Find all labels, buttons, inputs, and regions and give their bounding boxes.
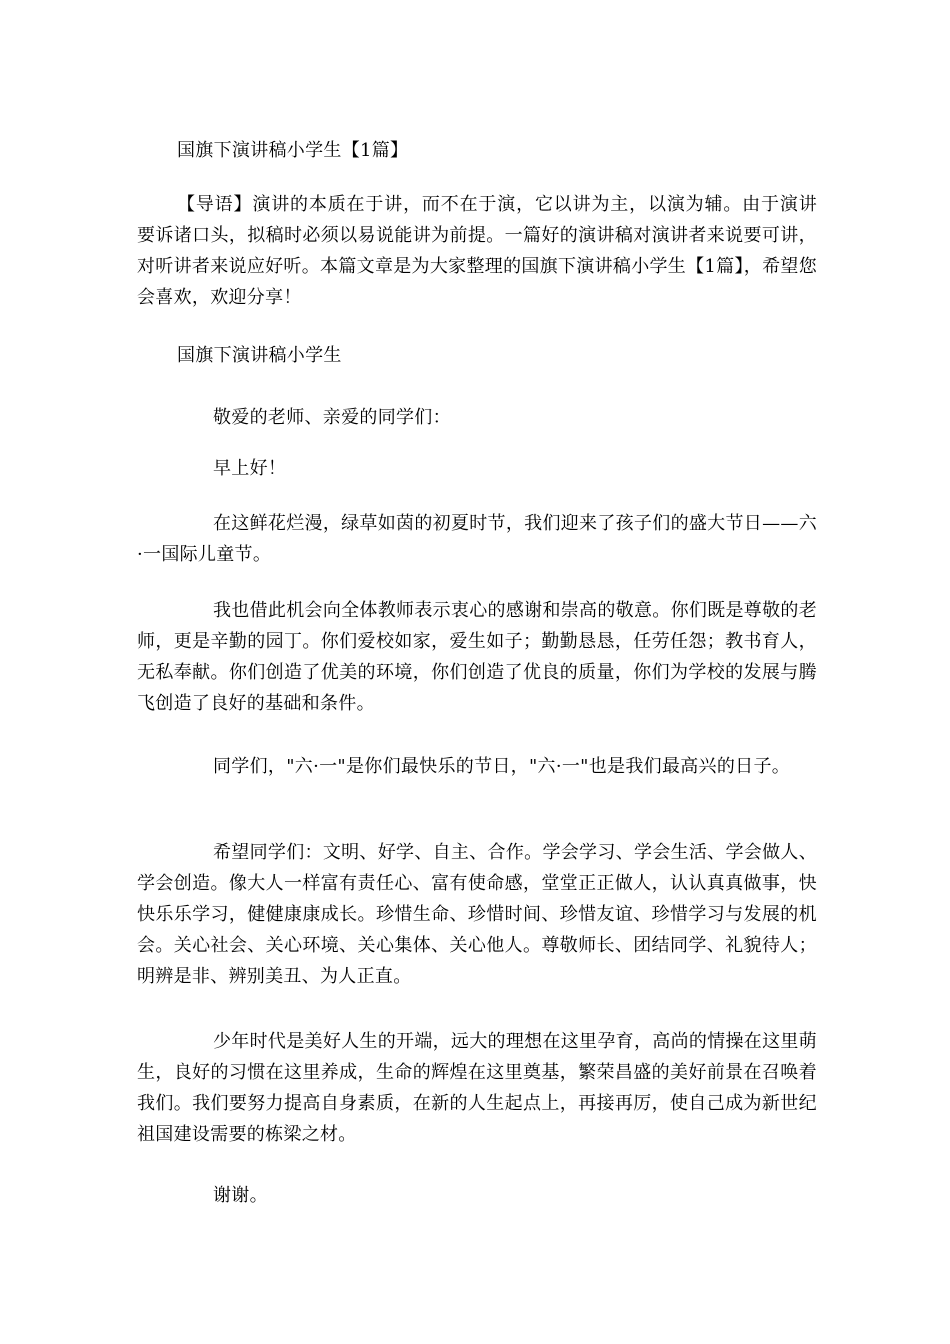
closing-paragraph: 谢谢。 (213, 1185, 268, 1206)
body-paragraph-4: 希望同学们：文明、好学、自主、合作。学会学习、学会生活、学会做人、学会创造。像大人一样富有责任心、富有使命感，堂堂正正做人，认认真真做事，快快乐乐学习，健健康康成长。珍惜生命、珍惜时间、珍惜友谊、珍惜学习与发展的机会。关心社会、关心环境、关心集体、关心他人。尊敬师长、团结同学、礼貌待人；明辨是非、辨别美丑、为人正直。 (137, 842, 817, 987)
body-paragraph-2: 我也借此机会向全体教师表示衷心的感谢和崇高的敬意。你们既是尊敬的老师，更是辛勤的园丁。你们爱校如家，爱生如子；勤勤恳恳，任劳任怨；教书育人，无私奉献。你们创造了优美的环境，你们创造了优良的质量，你们为学校的发展与腾飞创造了良好的基础和条件。 (137, 600, 817, 714)
speech-subtitle: 国旗下演讲稿小学生 (177, 345, 342, 366)
salutation-paragraph: 敬爱的老师、亲爱的同学们： (213, 407, 451, 428)
body-paragraph-1: 在这鲜花烂漫，绿草如茵的初夏时节，我们迎来了孩子们的盛大节日——六·一国际儿童节。 (137, 513, 817, 565)
intro-paragraph: 【导语】演讲的本质在于讲，而不在于演，它以讲为主，以演为辅。由于演讲要诉诸口头，拟稿时必须以易说能讲为前提。一篇好的演讲稿对演讲者来说要可讲，对听讲者来说应好听。本篇文章是为大家整理的国旗下演讲稿小学生【1篇】，希望您会喜欢，欢迎分享！ (137, 194, 817, 308)
body-paragraph-3: 同学们，"六·一"是你们最快乐的节日，"六·一"也是我们最高兴的日子。 (213, 756, 791, 777)
body-paragraph-5: 少年时代是美好人生的开端，远大的理想在这里孕育，高尚的情操在这里萌生，良好的习惯在这里养成，生命的辉煌在这里奠基，繁荣昌盛的美好前景在召唤着我们。我们要努力提高自身素质，在新的人生起点上，再接再厉，使自己成为新世纪祖国建设需要的栋梁之材。 (137, 1031, 817, 1145)
greeting-paragraph: 早上好！ (213, 458, 287, 479)
document-title: 国旗下演讲稿小学生【1篇】 (177, 140, 409, 161)
